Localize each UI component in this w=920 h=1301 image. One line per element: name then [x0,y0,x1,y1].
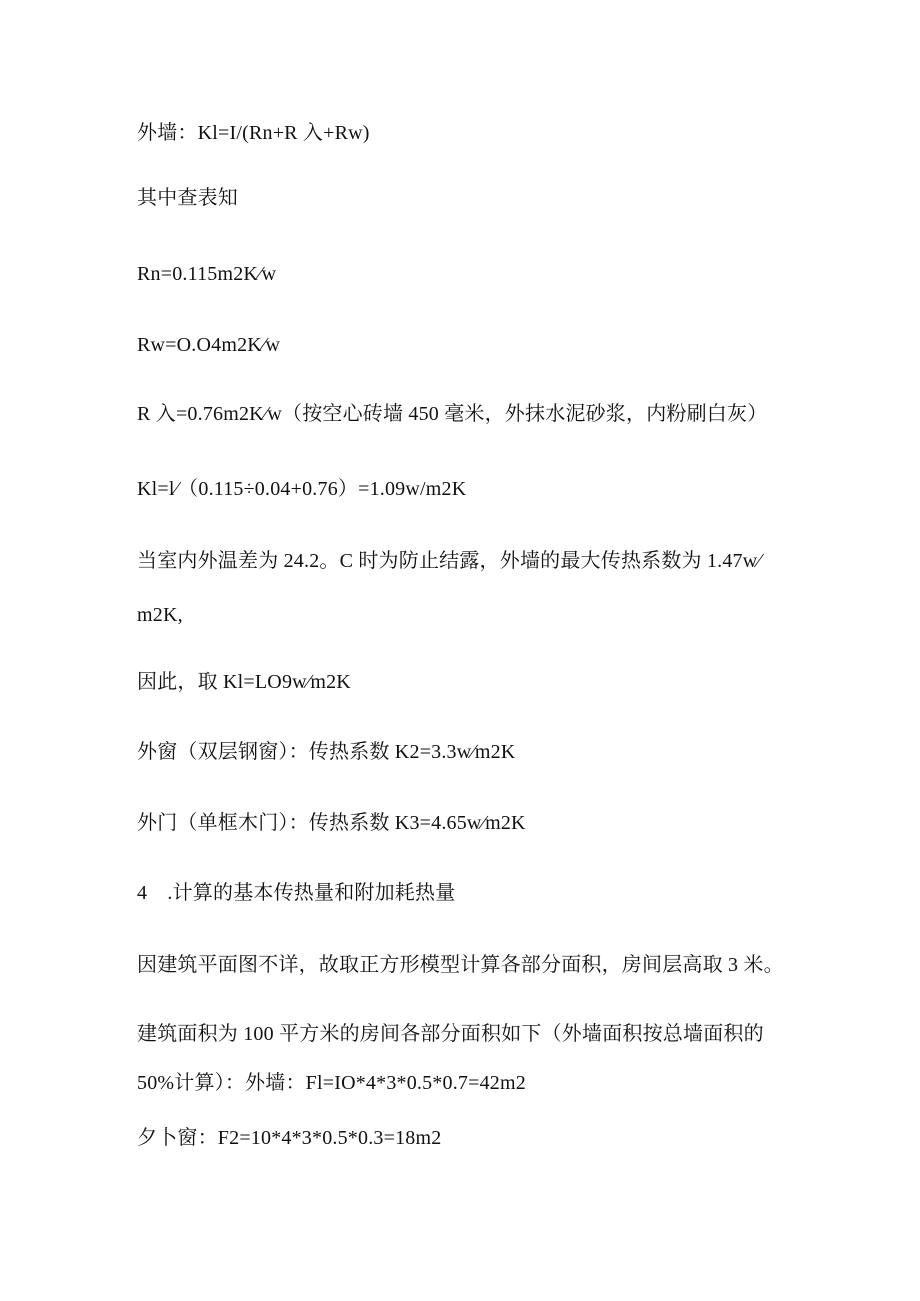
text-line: 外窗（双层钢窗）：传热系数 K2=3.3w∕m2K [137,741,516,763]
text-line: 夕卜窗：F2=10*4*3*0.5*0.3=18m2 [137,1127,442,1149]
text-line: Rw=O.O4m2K∕w [137,334,281,356]
text-line: 因此，取 Kl=LO9w∕m2K [137,671,351,693]
text-line: 建筑面积为 100 平方米的房间各部分面积如下（外墙面积按总墙面积的 [137,1023,764,1045]
text-line: Rn=0.115m2K∕w [137,263,277,285]
text-line: m2K, [137,604,183,626]
text-line: R 入=0.76m2K∕w（按空心砖墙 450 毫米，外抹水泥砂浆，内粉刷白灰） [137,403,768,425]
text-line: 外墙：Kl=I/(Rn+R 入+Rw) [137,122,370,144]
text-line: 其中查表知 [137,187,238,209]
section-heading: 4 .计算的基本传热量和附加耗热量 [137,882,456,904]
text-line: 外门（单框木门）：传热系数 K3=4.65w∕m2K [137,812,526,834]
text-line: 50%计算）：外墙：Fl=IO*4*3*0.5*0.7=42m2 [137,1072,526,1094]
text-line: 当室内外温差为 24.2。C 时为防止结露，外墙的最大传热系数为 1.47w∕ [137,550,761,572]
text-line: 因建筑平面图不详，故取正方形模型计算各部分面积，房间层高取 3 米。 [137,954,784,976]
text-line: Kl=l∕（0.115÷0.04+0.76）=1.09w/m2K [137,478,467,500]
